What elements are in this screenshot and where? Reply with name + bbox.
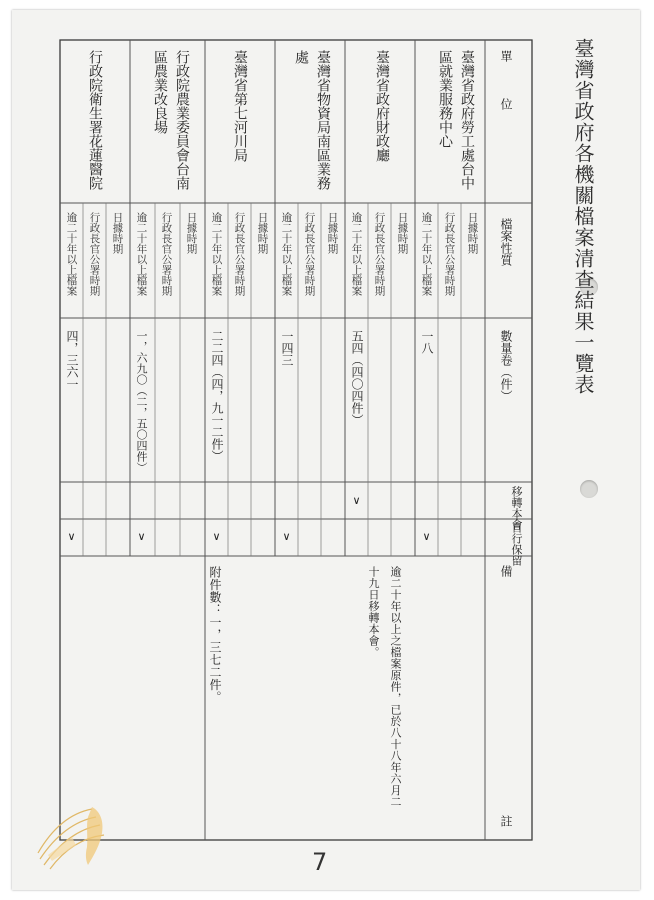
period-label: 行政長官公署時期 [443,212,456,296]
period-label: 行政長官公署時期 [233,212,246,296]
archive-logo-icon [30,795,122,875]
period-label: 逾二十年以上檔案 [420,212,433,296]
quantity-value: 一八 [420,330,434,354]
period-label: 日據時期 [396,212,409,254]
quantity-value: 一四三 [280,330,294,366]
retain-mark: ∨ [65,530,78,543]
period-label: 行政長官公署時期 [373,212,386,296]
retain-mark: ∨ [135,530,148,543]
quantity-header: 數量卷（件） [499,330,513,402]
unit-name: 行政院衛生署花蓮醫院 [87,50,103,190]
period-label: 行政長官公署時期 [160,212,173,296]
remark-text: 逾二十年以上之檔案原件，已於八十八年六月二 [389,566,402,808]
quantity-value: 一，六九〇（二，五〇四件） [135,330,148,473]
period-label: 逾二十年以上檔案 [350,212,363,296]
remark-header-1: 備 [499,565,513,577]
unit-name: 臺灣省政府勞工處台中 [459,50,475,190]
period-label: 逾二十年以上檔案 [280,212,293,296]
period-label: 行政長官公署時期 [88,212,101,296]
unit-name: 臺灣省第七河川局 [232,50,248,162]
remark-text: 十九日移轉本會。 [367,566,380,658]
period-label: 日據時期 [256,212,269,254]
period-label: 行政長官公署時期 [303,212,316,296]
page-number: 7 [312,848,328,876]
period-label: 日據時期 [185,212,198,254]
quantity-value: 二二四（四，九一二件） [210,330,224,462]
unit-name: 行政院農業委員會台南 [174,50,190,190]
remark-header-2: 註 [499,815,513,827]
unit-name: 臺灣省政府財政廳 [374,50,390,162]
period-label: 逾二十年以上檔案 [210,212,223,296]
unit-name: 區就業服務中心 [437,50,453,148]
retain-mark: ∨ [210,530,223,543]
quantity-value: 五四（四〇四件） [350,330,364,426]
retain-header: 自行保留 [510,522,523,566]
period-label: 逾二十年以上檔案 [135,212,148,296]
remark-text: 附件數：一，三七二件。 [208,566,222,704]
transfer-mark: ∨ [350,494,363,507]
type-header: 檔案性質 [499,218,513,266]
unit-name: 處 [293,50,309,64]
document-title: 臺灣省政府各機關檔案清查結果一覽表 [571,38,595,395]
period-label: 日據時期 [326,212,339,254]
retain-mark: ∨ [280,530,293,543]
unit-name: 臺灣省物資局南區業務 [315,50,331,190]
period-label: 逾二十年以上檔案 [65,212,78,296]
period-label: 日據時期 [111,212,124,254]
transfer-header: 移轉本會 [510,486,523,530]
retain-mark: ∨ [420,530,433,543]
quantity-value: 四，三六一 [65,330,79,390]
unit-name: 區農業改良場 [152,50,168,134]
period-label: 日據時期 [466,212,479,254]
unit-header: 單 位 [499,50,513,110]
